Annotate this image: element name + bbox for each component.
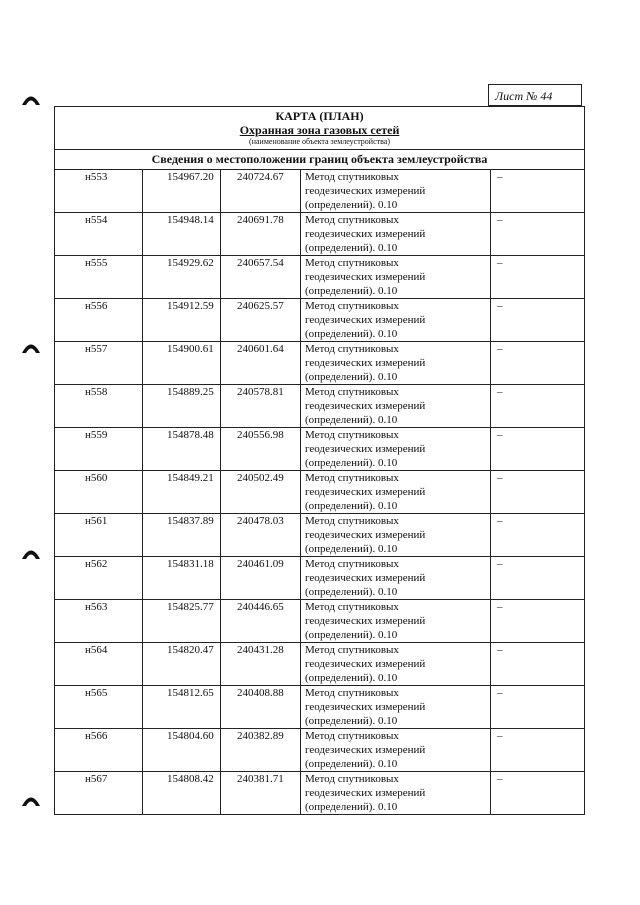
table-row [55,213,585,256]
coordinate-x: 154825.77 [143,600,221,643]
coordinate-y: 240478.03 [221,514,301,557]
measurement-method [301,471,491,514]
coordinate-y: 240625.57 [221,299,301,342]
coordinate-y: 240408.88 [221,686,301,729]
binding-hole-mark [21,340,41,354]
measurement-method [301,428,491,471]
coordinate-x: 154812.65 [143,686,221,729]
coordinate-x: 154929.62 [143,256,221,299]
note: – [491,600,585,643]
note: – [491,643,585,686]
coordinate-y: 240461.09 [221,557,301,600]
method-line: Метод спутниковых [305,515,399,527]
sheet-number: Лист № 44 [488,84,582,106]
method-line: геодезических измерений [305,400,426,412]
method-line: (определений). 0.10 [305,715,398,727]
note: – [491,342,585,385]
method-line: (определений). 0.10 [305,758,398,770]
document-title: КАРТА (ПЛАН) [275,109,364,123]
method-line: геодезических измерений [305,271,426,283]
method-line: (определений). 0.10 [305,500,398,512]
header-row [55,107,585,150]
method-line: Метод спутниковых [305,558,399,570]
coordinate-x: 154967.20 [143,170,221,213]
measurement-method [301,514,491,557]
table-row [55,299,585,342]
coordinate-y: 240578.81 [221,385,301,428]
coordinate-x: 154912.59 [143,299,221,342]
binding-hole-mark [21,92,41,106]
coordinate-y: 240431.28 [221,643,301,686]
point-id: н562 [55,557,143,600]
method-line: Метод спутниковых [305,300,399,312]
note: – [491,729,585,772]
measurement-method [301,772,491,815]
coordinate-x: 154900.61 [143,342,221,385]
method-line: (определений). 0.10 [305,629,398,641]
note: – [491,428,585,471]
coordinate-y: 240691.78 [221,213,301,256]
coordinate-x: 154878.48 [143,428,221,471]
table-row [55,170,585,213]
method-line: (определений). 0.10 [305,242,398,254]
note: – [491,170,585,213]
note: – [491,686,585,729]
table-row [55,342,585,385]
coordinate-x: 154837.89 [143,514,221,557]
measurement-method [301,256,491,299]
method-line: (определений). 0.10 [305,285,398,297]
method-line: геодезических измерений [305,572,426,584]
note: – [491,514,585,557]
method-line: Метод спутниковых [305,601,399,613]
method-line: геодезических измерений [305,701,426,713]
method-line: геодезических измерений [305,529,426,541]
method-line: Метод спутниковых [305,171,399,183]
method-line: (определений). 0.10 [305,199,398,211]
object-name-note: (наименование объекта землеустройства) [249,137,391,146]
coordinate-x: 154804.60 [143,729,221,772]
point-id: н557 [55,342,143,385]
coordinate-x: 154831.18 [143,557,221,600]
note: – [491,557,585,600]
section-title: Сведения о местоположении границ объекта землеустройства [55,150,585,170]
coordinate-x: 154948.14 [143,213,221,256]
table-row [55,256,585,299]
point-id: н564 [55,643,143,686]
method-line: геодезических измерений [305,228,426,240]
table-row [55,385,585,428]
method-line: Метод спутниковых [305,644,399,656]
method-line: Метод спутниковых [305,687,399,699]
method-line: (определений). 0.10 [305,457,398,469]
measurement-method [301,729,491,772]
method-line: Метод спутниковых [305,257,399,269]
note: – [491,213,585,256]
table-row [55,729,585,772]
measurement-method [301,299,491,342]
method-line: геодезических измерений [305,443,426,455]
coordinate-y: 240556.98 [221,428,301,471]
point-id: н558 [55,385,143,428]
point-id: н556 [55,299,143,342]
coordinate-x: 154849.21 [143,471,221,514]
table-row [55,686,585,729]
table-row [55,514,585,557]
coordinate-y: 240381.71 [221,772,301,815]
binding-hole-mark [21,546,41,560]
note: – [491,772,585,815]
coordinate-x: 154808.42 [143,772,221,815]
boundary-table [54,106,585,815]
table-row [55,643,585,686]
method-line: геодезических измерений [305,615,426,627]
note: – [491,385,585,428]
measurement-method [301,170,491,213]
method-line: Метод спутниковых [305,386,399,398]
coordinate-x: 154820.47 [143,643,221,686]
coordinate-x: 154889.25 [143,385,221,428]
measurement-method [301,643,491,686]
method-line: Метод спутниковых [305,773,399,785]
note: – [491,256,585,299]
measurement-method [301,385,491,428]
point-id: н559 [55,428,143,471]
coordinate-y: 240724.67 [221,170,301,213]
method-line: геодезических измерений [305,486,426,498]
measurement-method [301,686,491,729]
table-row [55,471,585,514]
method-line: геодезических измерений [305,185,426,197]
table-row [55,772,585,815]
method-line: Метод спутниковых [305,214,399,226]
point-id: н553 [55,170,143,213]
table-row [55,600,585,643]
section-row [55,150,585,170]
coordinate-y: 240382.89 [221,729,301,772]
method-line: геодезических измерений [305,658,426,670]
point-id: н566 [55,729,143,772]
method-line: (определений). 0.10 [305,586,398,598]
table-row [55,428,585,471]
method-line: Метод спутниковых [305,472,399,484]
method-line: (определений). 0.10 [305,328,398,340]
method-line: (определений). 0.10 [305,371,398,383]
point-id: н565 [55,686,143,729]
method-line: (определений). 0.10 [305,672,398,684]
binding-hole-mark [21,793,41,807]
method-line: (определений). 0.10 [305,801,398,813]
point-id: н554 [55,213,143,256]
coordinate-y: 240657.54 [221,256,301,299]
header-cell [55,107,585,150]
note: – [491,299,585,342]
coordinate-y: 240502.49 [221,471,301,514]
coordinate-y: 240446.65 [221,600,301,643]
point-id: н567 [55,772,143,815]
method-line: геодезических измерений [305,357,426,369]
measurement-method [301,342,491,385]
point-id: н563 [55,600,143,643]
method-line: Метод спутниковых [305,429,399,441]
method-line: (определений). 0.10 [305,543,398,555]
note: – [491,471,585,514]
method-line: (определений). 0.10 [305,414,398,426]
method-line: Метод спутниковых [305,343,399,355]
method-line: геодезических измерений [305,744,426,756]
method-line: Метод спутниковых [305,730,399,742]
measurement-method [301,213,491,256]
point-id: н560 [55,471,143,514]
measurement-method [301,600,491,643]
point-id: н561 [55,514,143,557]
method-line: геодезических измерений [305,314,426,326]
point-id: н555 [55,256,143,299]
method-line: геодезических измерений [305,787,426,799]
table-row [55,557,585,600]
object-name: Охранная зона газовых сетей [239,123,400,137]
measurement-method [301,557,491,600]
coordinate-y: 240601.64 [221,342,301,385]
